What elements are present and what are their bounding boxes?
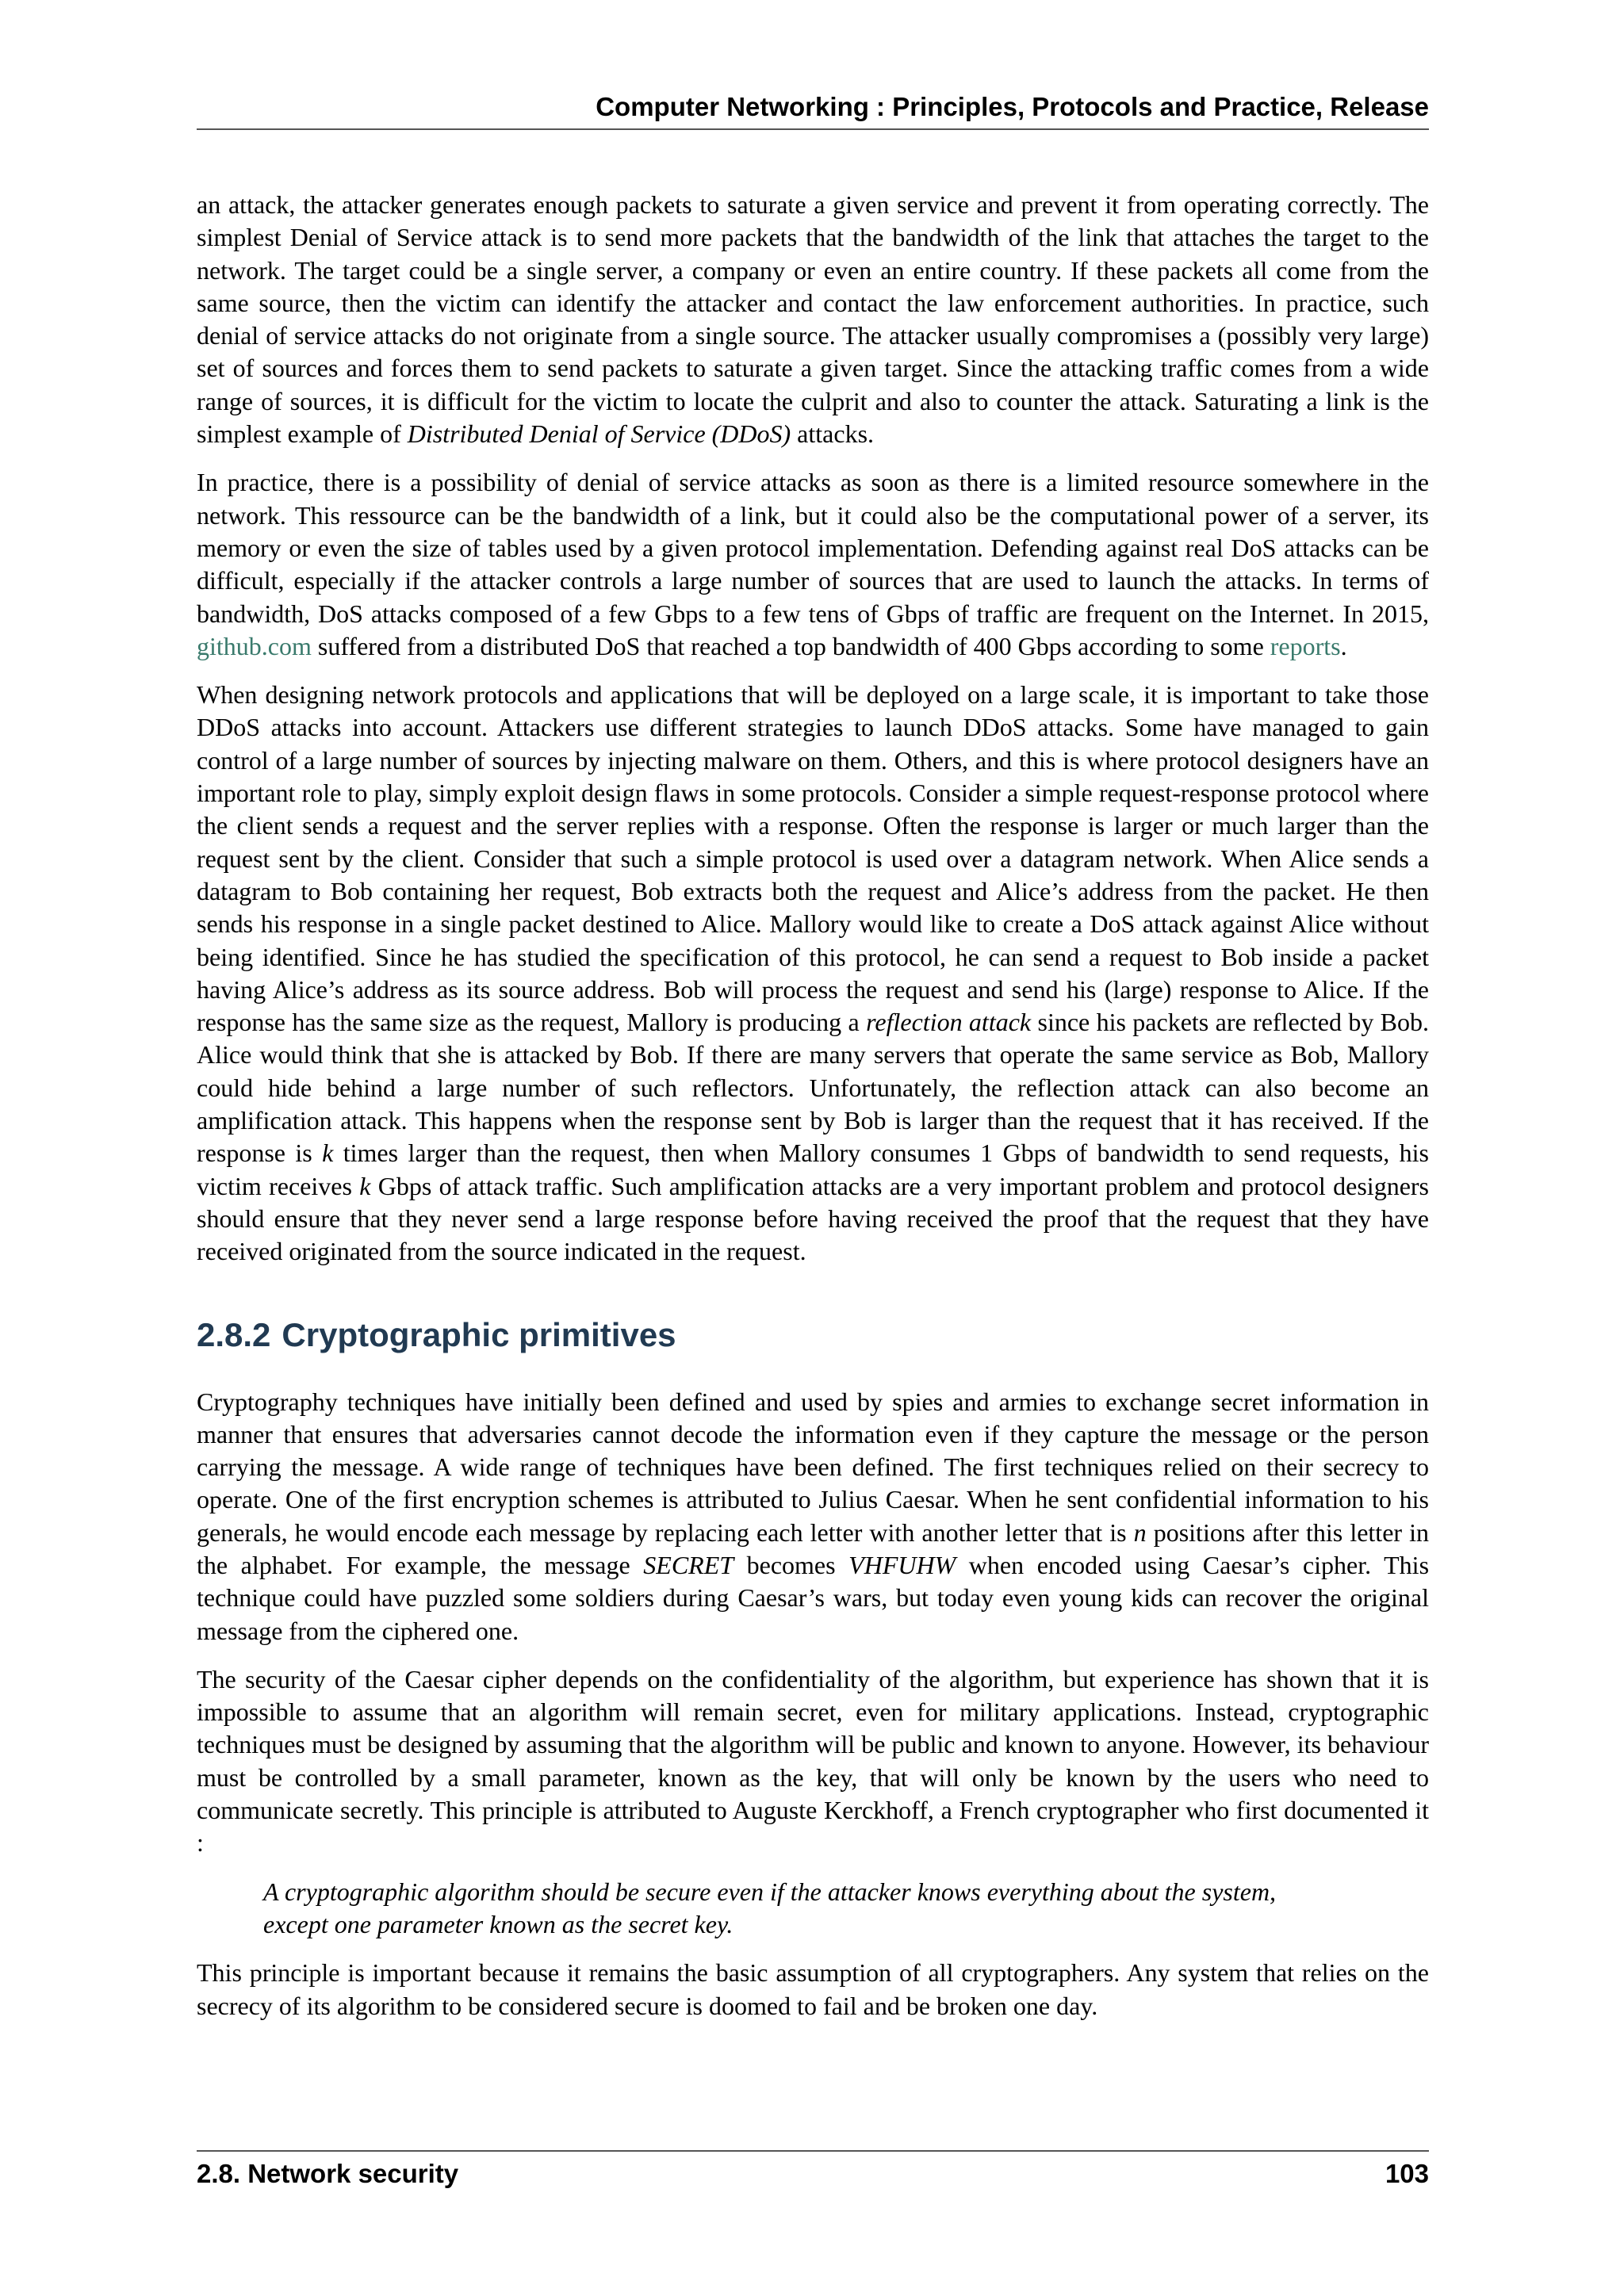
emphasis-vhfuhw: VHFUHW: [848, 1550, 956, 1579]
emphasis-ddos: Distributed Denial of Service (DDoS): [407, 419, 791, 449]
page-number: 103: [1385, 2159, 1429, 2188]
header-rule: [197, 128, 1429, 130]
paragraph-principle-importance: This principle is important because it remains the basic assumption of all cryptographers. Any system that relies on the secrecy of its algorithm to be considered secure is doomed to fail and be broken one day.: [197, 1958, 1429, 2020]
paragraph-caesar-cipher: [197, 1386, 1429, 1647]
emphasis-reflection-attack: reflection attack: [866, 1008, 1032, 1037]
paragraph-text: an attack, the attacker generates enough packets to saturate a given service and prevent it from operating correctly. The simplest Denial of Service attack is to send more packets that the bandwidth of the link that attaches the target to the network. The target could be a single server, a company or even an entire country. If these packets all come from the same source, then the victim can identify the attacker and contact the law enforcement authorities. In practice, such denial of service attacks do not originate from a single source. The attacker usually compromises a (possibly very large) set of sources and forces them to send packets to saturate a given target. Since the attacking traffic comes from a wide range of sources, it is difficult for the victim to locate the culprit and also to counter the attack. Saturating a link is the simplest example of: [197, 190, 1429, 449]
paragraph-reflection-attack: [197, 679, 1429, 1268]
footer-section-label: 2.8. Network security: [197, 2159, 459, 2188]
paragraph-text: attacks.: [791, 419, 875, 449]
paragraph-text: suffered from a distributed DoS that reached a top bandwidth of 400 Gbps according to some: [311, 631, 1270, 660]
paragraph-text: becomes: [733, 1550, 849, 1579]
section-number: 2.8.2: [197, 1315, 271, 1353]
paragraph-text: times larger than the request, then when Mallory consumes 1 Gbps of bandwidth to send requests, his victim receives: [197, 1138, 1430, 1200]
math-variable-k: k: [322, 1138, 334, 1168]
running-header: Computer Networking : Principles, Protocols and Practice, Release: [596, 92, 1429, 121]
paragraph-kerckhoff: The security of the Caesar cipher depends on the confidentiality of the algorithm, but experience has shown that it is impossible to assume that an algorithm will remain secret, even for military applications. Instead, cryptographic techniques must be designed by assuming that the algorithm will be public and known to anyone. However, its behaviour must be controlled by a small parameter, known as the key, that will only be known by the users who need to communicate secretly. This principle is attributed to Auguste Kerckhoff, a French cryptographer who first documented it :: [197, 1664, 1429, 1858]
paragraph-text: When designing network protocols and applications that will be deployed on a large scale, it is important to take those DDoS attacks into account. Attackers use different strategies to launch DDoS attacks. Some have managed to gain control of a large number of sources by injecting malware on them. Others, and this is where protocol designers have an important role to play, simply exploit design flaws in some protocols. Consider a simple request-response protocol where the client sends a request and the server replies with a response. Often the response is larger or much larger than the request sent by the client. Consider that such a simple protocol is used over a datagram network. When Alice sends a datagram to Bob containing her request, Bob extracts both the request and Alice’s address from the packet. He then sends his response in a single packet destined to Alice. Mallory would like to create a DoS attack against Alice without being identified. Since he has studied the specification of this protocol, he can send a request to Bob inside a packet having Alice’s address as its source address. Bob will process the request and send his (large) response to Alice. If the response has the same size as the request, Mallory is producing a: [197, 680, 1429, 1037]
paragraph-text: Cryptography techniques have initially been defined and used by spies and armies to exchange secret information in manner that ensures that adversaries cannot decode the information even if they capture the message or the person carrying the message. A wide range of techniques have been defined. The first techniques relied on their secrecy to operate. One of the first encryption schemes is attributed to Julius Caesar. When he sent confidential information to his generals, he would encode each message by replacing each letter with another letter that is: [197, 1387, 1429, 1547]
link-github[interactable]: github.com: [197, 631, 312, 660]
section-heading: [197, 1314, 1429, 1356]
paragraph-ddos-intro: [197, 189, 1429, 450]
paragraph-text: Gbps of attack traffic. Such amplification attacks are a very important problem and protocol designers should ensure that they never send a large response before having received the proof that the request that they have received originated from the source indicated in the request.: [197, 1171, 1430, 1266]
kerckhoff-quote: [263, 1876, 1373, 1942]
emphasis-secret: SECRET: [643, 1550, 734, 1579]
paragraph-text: In practice, there is a possibility of denial of service attacks as soon as there is a limited resource somewhere in the network. This ressource can be the bandwidth of a link, but it could also be the computational power of a server, its memory or even the size of tables used by a given protocol implementation. Defending against real DoS attacks can be difficult, especially if the attacker controls a large number of sources that are used to launch the attacks. In terms of bandwidth, DoS attacks composed of a few Gbps to a few tens of Gbps of traffic are frequent on the Internet. In 2015,: [197, 468, 1429, 628]
link-reports[interactable]: reports: [1270, 631, 1341, 660]
paragraph-dos-resources: [197, 466, 1429, 663]
page-content: [197, 189, 1429, 2038]
quote-line: A cryptographic algorithm should be secure even if the attacker knows everything about the system,: [263, 1877, 1277, 1906]
paragraph-text: .: [1340, 631, 1347, 660]
math-variable-k: k: [359, 1171, 371, 1200]
section-title: Cryptographic primitives: [282, 1315, 676, 1353]
footer-rule: [197, 2150, 1429, 2152]
paragraph-text: positions after this letter in the alphabet. For example, the message: [197, 1517, 1430, 1579]
math-variable-n: n: [1133, 1517, 1147, 1547]
paragraph-text: since his packets are reflected by Bob. Alice would think that she is attacked by Bob. If there are many servers that operate the same service as Bob, Mallory could hide behind a large number of such reflectors. Unfortunately, the reflection attack can also become an amplification attack. This happens when the response sent by Bob is larger than the request that it has received. If the response is: [197, 1008, 1430, 1168]
paragraph-text: when encoded using Caesar’s cipher. This technique could have puzzled some soldiers during Caesar’s wars, but today even young kids can recover the original message from the ciphered one.: [197, 1550, 1430, 1645]
quote-line: except one parameter known as the secret key.: [263, 1909, 733, 1938]
